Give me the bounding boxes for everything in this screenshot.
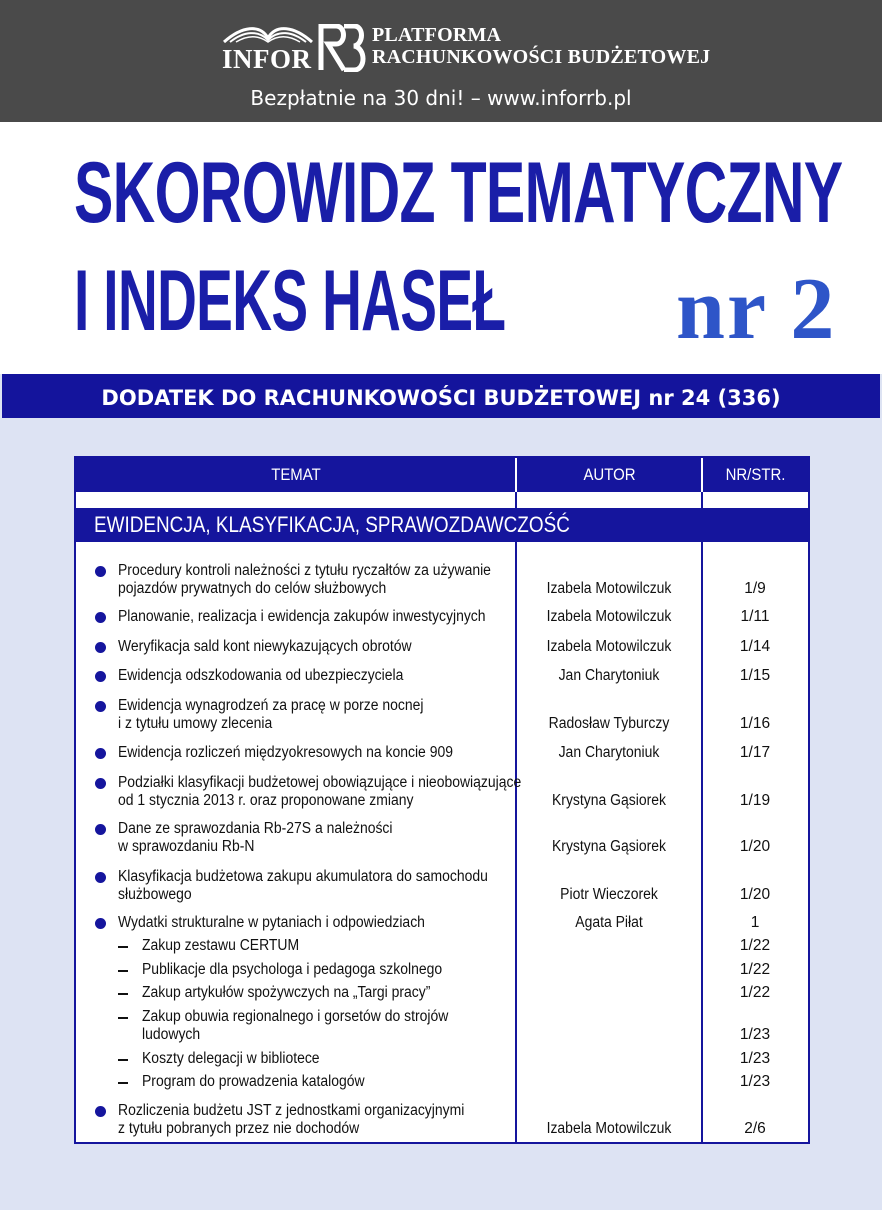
header-divider [701, 458, 703, 492]
bullet-icon [95, 671, 106, 682]
row-author: Piotr Wieczorek [560, 886, 658, 903]
row-author: Izabela Motowilczuk [546, 638, 672, 655]
row-topic [118, 868, 488, 904]
row-topic [142, 984, 502, 1002]
row-nr: 1/16 [739, 715, 771, 732]
row-topic-line: od 1 stycznia 2013 r. oraz proponowane zmiany [118, 792, 414, 809]
column-header-nr: NR/STR. [725, 465, 786, 484]
platform-logo-text [372, 24, 710, 68]
row-topic [118, 608, 486, 626]
row-topic [118, 638, 478, 656]
platform-line1: PLATFORMA [372, 24, 502, 46]
row-topic [142, 961, 502, 979]
row-author: Izabela Motowilczuk [546, 608, 672, 625]
row-nr: 1/22 [739, 961, 771, 978]
table-row [76, 667, 808, 685]
infor-logo-text: INFOR [222, 44, 312, 74]
row-topic-line: Zakup artykułów spożywczych na „Targi pracy” [142, 984, 431, 1001]
bullet-icon [95, 824, 106, 835]
table-row [76, 562, 808, 598]
row-topic-line: z tytułu pobranych przez nie dochodów [118, 1120, 360, 1137]
bullet-icon [95, 872, 106, 883]
row-author: Izabela Motowilczuk [546, 580, 672, 597]
table-row [76, 820, 808, 856]
row-topic [142, 1050, 502, 1068]
table-row [76, 608, 808, 626]
row-topic-line: i z tytułu umowy zlecenia [118, 715, 273, 732]
row-topic-line: Publikacje dla psychologa i pedagoga szkolnego [142, 961, 443, 978]
row-nr: 1/23 [739, 1026, 771, 1043]
dash-icon [118, 970, 128, 972]
row-topic [118, 774, 522, 810]
header-gap [76, 492, 808, 508]
row-topic [118, 914, 478, 932]
row-nr: 1/20 [739, 838, 771, 855]
table-row [76, 744, 808, 762]
title-line2: I INDEKS HASEŁ [74, 253, 506, 349]
row-topic-line: w sprawozdaniu Rb-N [118, 838, 255, 855]
table-row [76, 697, 808, 733]
row-topic-line: ludowych [142, 1026, 201, 1043]
bullet-icon [95, 566, 106, 577]
row-topic-line: Koszty delegacji w bibliotece [142, 1050, 320, 1067]
row-topic-line: Wydatki strukturalne w pytaniach i odpowiedziach [118, 914, 425, 931]
row-topic-line: Dane ze sprawozdania Rb-27S a należności [118, 820, 393, 837]
bullet-icon [95, 612, 106, 623]
row-topic-line: Zakup zestawu CERTUM [142, 937, 300, 954]
dash-icon [118, 1017, 128, 1019]
row-topic-line: Ewidencja odszkodowania od ubezpieczyciela [118, 667, 404, 684]
row-topic-line: Weryfikacja sald kont niewykazujących obrotów [118, 638, 412, 655]
row-topic-line: Procedury kontroli należności z tytułu ryczałtów za używanie [118, 562, 491, 579]
table-row [76, 937, 808, 955]
infor-wing-logo-icon [222, 22, 314, 44]
column-header-topic: TEMAT [271, 465, 321, 484]
row-topic-line: Planowanie, realizacja i ewidencja zakupów inwestycyjnych [118, 608, 486, 625]
row-topic-line: Podziałki klasyfikacji budżetowej obowiązujące i nieobowiązujące [118, 774, 522, 791]
bullet-icon [95, 1106, 106, 1117]
table-row [76, 1102, 808, 1138]
rb-logo-icon [318, 24, 368, 72]
row-topic-line: Zakup obuwia regionalnego i gorsetów do strojów [142, 1008, 449, 1025]
section-title: EWIDENCJA, KLASYFIKACJA, SPRAWOZDAWCZOŚĆ [94, 512, 570, 537]
promo-text: Bezpłatnie na 30 dni! – www.inforrb.pl [250, 86, 632, 110]
row-nr: 1 [750, 914, 760, 931]
row-topic [142, 1008, 502, 1044]
bullet-icon [95, 642, 106, 653]
row-nr: 1/9 [744, 580, 766, 597]
row-topic [118, 562, 491, 598]
dash-icon [118, 993, 128, 995]
column-divider [515, 492, 517, 508]
subtitle: DODATEK DO RACHUNKOWOŚCI BUDŻETOWEJ nr 24 (336) [101, 386, 781, 410]
row-nr: 1/19 [739, 792, 771, 809]
table-row [76, 774, 808, 810]
row-topic [142, 937, 502, 955]
row-nr: 1/23 [739, 1073, 771, 1090]
table-row [76, 868, 808, 904]
table-row [76, 914, 808, 932]
row-author: Radosław Tyburczy [548, 715, 670, 732]
table-row [76, 1050, 808, 1068]
bullet-icon [95, 918, 106, 929]
row-nr: 1/22 [739, 937, 771, 954]
row-topic [118, 1102, 478, 1138]
bullet-icon [95, 778, 106, 789]
row-author: Jan Charytoniuk [558, 667, 660, 684]
table-row [76, 1008, 808, 1044]
dash-icon [118, 1082, 128, 1084]
platform-line2: RACHUNKOWOŚCI BUDŻETOWEJ [372, 46, 711, 68]
table-row [76, 984, 808, 1002]
row-topic [118, 667, 478, 685]
top-banner [0, 0, 882, 122]
row-author: Agata Piłat [575, 914, 643, 931]
bullet-icon [95, 748, 106, 759]
row-topic-line: Rozliczenia budżetu JST z jednostkami organizacyjnymi [118, 1102, 465, 1119]
issue-number: nr 2 [676, 261, 837, 358]
row-nr: 1/22 [739, 984, 771, 1001]
table-row [76, 961, 808, 979]
row-nr: 1/20 [739, 886, 771, 903]
row-nr: 2/6 [744, 1120, 766, 1137]
row-author: Krystyna Gąsiorek [552, 838, 666, 855]
row-topic-line: służbowego [118, 886, 192, 903]
row-nr: 1/15 [739, 667, 771, 684]
row-topic-line: pojazdów prywatnych do celów służbowych [118, 580, 387, 597]
row-nr: 1/23 [739, 1050, 771, 1067]
row-topic-line: Ewidencja wynagrodzeń za pracę w porze nocnej [118, 697, 424, 714]
row-topic-line: Klasyfikacja budżetowa zakupu akumulatora do samochodu [118, 868, 488, 885]
dash-icon [118, 946, 128, 948]
column-divider [701, 492, 703, 508]
row-topic [118, 820, 478, 856]
row-topic [142, 1073, 502, 1091]
row-topic [118, 697, 478, 733]
row-topic-line: Program do prowadzenia katalogów [142, 1073, 365, 1090]
bullet-icon [95, 701, 106, 712]
row-nr: 1/14 [739, 638, 771, 655]
row-author: Jan Charytoniuk [558, 744, 660, 761]
table-row [76, 638, 808, 656]
index-table [74, 456, 810, 1144]
row-topic-line: Ewidencja rozliczeń międzyokresowych na koncie 909 [118, 744, 453, 761]
table-header [76, 458, 808, 492]
table-row [76, 1073, 808, 1091]
title-line1: SKOROWIDZ TEMATYCZNY [74, 145, 843, 241]
section-header [76, 508, 808, 542]
row-nr: 1/17 [739, 744, 771, 761]
header-divider [515, 458, 517, 492]
column-header-author: AUTOR [583, 465, 636, 484]
row-topic [118, 744, 478, 762]
row-nr: 1/11 [740, 608, 770, 625]
row-author: Izabela Motowilczuk [546, 1120, 672, 1137]
row-author: Krystyna Gąsiorek [552, 792, 666, 809]
dash-icon [118, 1059, 128, 1061]
